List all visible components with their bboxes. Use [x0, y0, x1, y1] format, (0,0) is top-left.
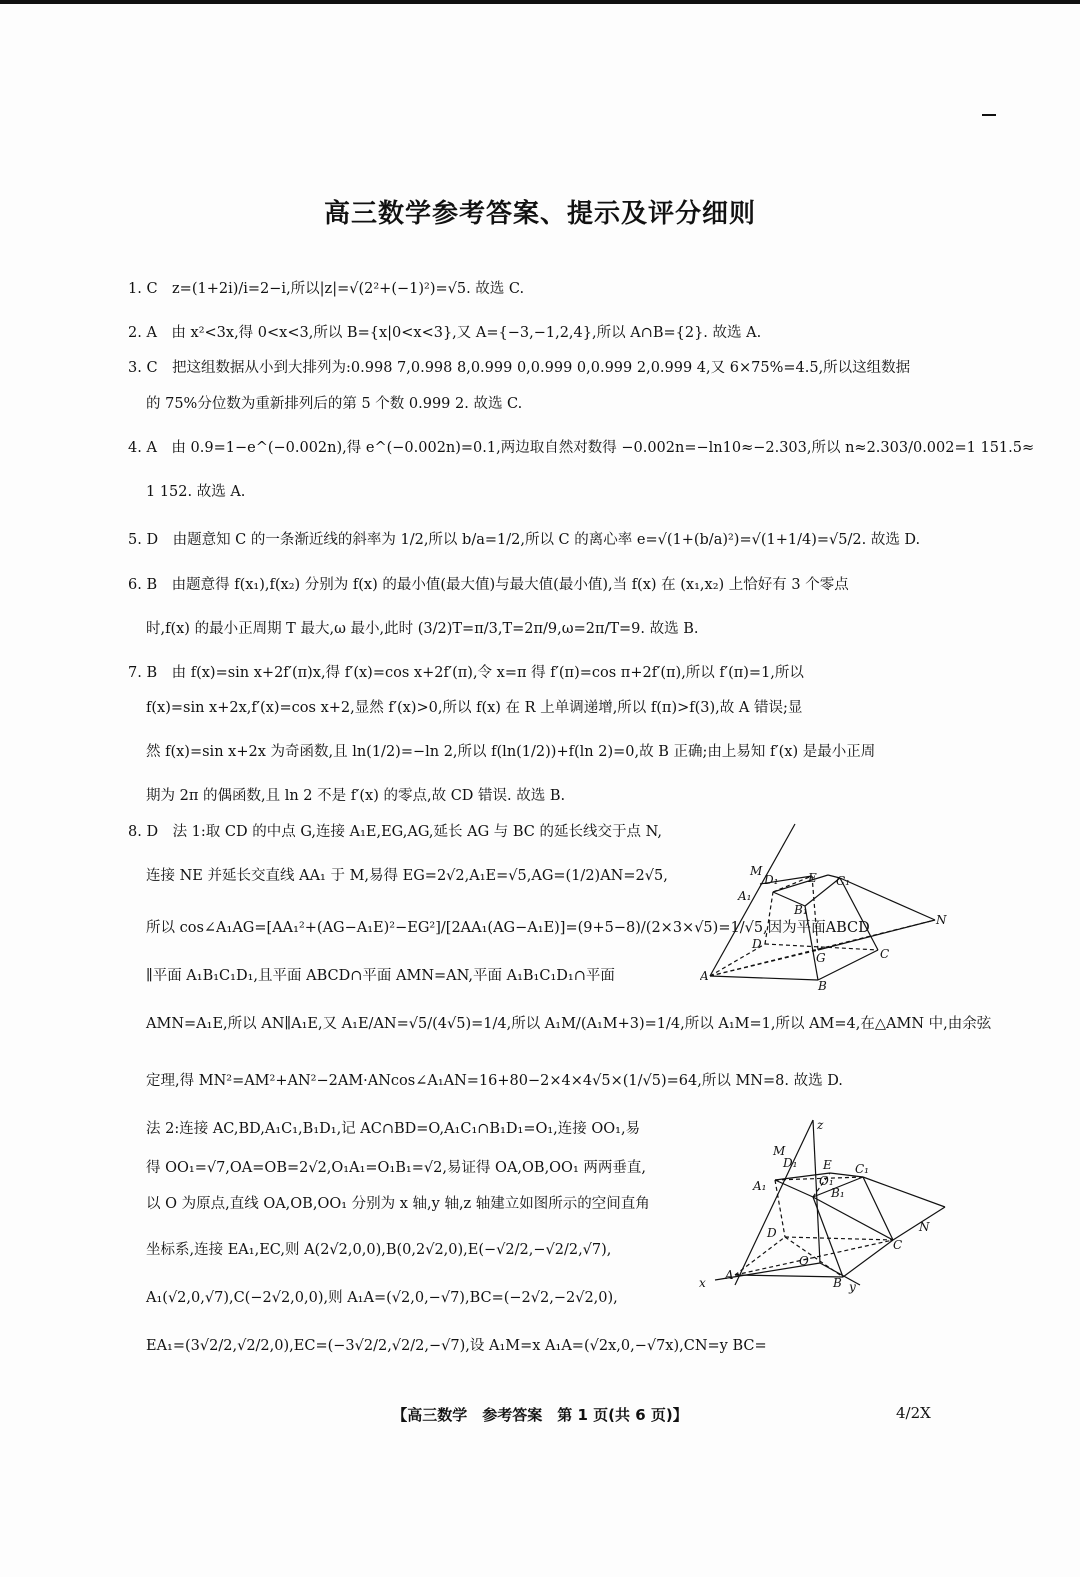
answer-line: 1. C z=(1+2i)/i=2−i,所以|z|=√(2²+(−1)²)=√5. 故选 C.: [128, 281, 525, 297]
figure-label: O: [799, 1254, 809, 1268]
answer-line: AMN=A₁E,所以 AN∥A₁E,又 A₁E/AN=√5/(4√5)=1/4,所以 A₁M/(A₁M+3)=1/4,所以 A₁M=1,所以 AM=4,在△AMN 中,由余弦: [146, 1016, 992, 1032]
figure-label: N: [919, 1220, 930, 1234]
answer-line: 以 O 为原点,直线 OA,OB,OO₁ 分别为 x 轴,y 轴,z 轴建立如图所示的空间直角: [146, 1196, 650, 1212]
answer-line: 1 152. 故选 A.: [146, 484, 246, 500]
figure-label: C: [893, 1238, 903, 1252]
figure-label: A₁: [738, 889, 752, 903]
answer-line: f(x)=sin x+2x,f′(x)=cos x+2,显然 f′(x)>0,所以 f(x) 在 R 上单调递增,所以 f(π)>f(3),故 A 错误;显: [146, 700, 803, 716]
figure-label: A: [725, 1268, 734, 1282]
answer-line: 法 2:连接 AC,BD,A₁C₁,B₁D₁,记 AC∩BD=O,A₁C₁∩B₁D₁=O₁,连接 OO₁,易: [146, 1121, 641, 1137]
page-title: 高三数学参考答案、提示及评分细则: [323, 199, 756, 229]
answer-line: 7. B 由 f(x)=sin x+2f′(π)x,得 f′(x)=cos x+2f′(π),令 x=π 得 f′(π)=cos π+2f′(π),所以 f′(π)=1,所以: [128, 665, 804, 681]
figure-label: x: [699, 1276, 706, 1290]
corner-mark: [982, 114, 996, 116]
figure-label: G: [816, 951, 826, 965]
top-border: [0, 0, 1080, 4]
answer-line: 得 OO₁=√7,OA=OB=2√2,O₁A₁=O₁B₁=√2,易证得 OA,OB,OO₁ 两两垂直,: [146, 1160, 646, 1176]
figure-label: N: [936, 913, 947, 927]
figure-label: E: [823, 1158, 832, 1172]
figure-label: M: [750, 864, 763, 878]
answer-line: EA₁=(3√2/2,√2/2,0),EC=(−3√2/2,√2/2,−√7),设 A₁M=x A₁A=(√2x,0,−√7x),CN=y BC=: [146, 1338, 767, 1354]
figure-label: E: [808, 871, 817, 885]
answer-line: 的 75%分位数为重新排列后的第 5 个数 0.999 2. 故选 C.: [146, 396, 523, 412]
figure-label: D₁: [783, 1156, 798, 1170]
figure-label: y: [849, 1280, 856, 1294]
figure-label: D: [752, 937, 762, 951]
figure-label: D: [767, 1226, 777, 1240]
geometry-figure-1: [700, 822, 960, 992]
figure-label: A: [700, 969, 709, 983]
figure-label: C₁: [855, 1162, 869, 1176]
answer-line: 定理,得 MN²=AM²+AN²−2AM·ANcos∠A₁AN=16+80−2×4×4√5×(1/√5)=64,所以 MN=8. 故选 D.: [146, 1073, 843, 1089]
figure-label: C: [880, 947, 890, 961]
answer-line: 3. C 把这组数据从小到大排列为:0.998 7,0.998 8,0.999 0,0.999 0,0.999 2,0.999 4,又 6×75%=4.5,所以这组数据: [128, 360, 911, 376]
page-code: 4/2X: [896, 1404, 931, 1422]
answer-line: ∥平面 A₁B₁C₁D₁,且平面 ABCD∩平面 AMN=AN,平面 A₁B₁C₁D₁∩平面: [146, 968, 615, 984]
answer-line: 连接 NE 并延长交直线 AA₁ 于 M,易得 EG=2√2,A₁E=√5,AG=(1/2)AN=2√5,: [146, 868, 668, 884]
figure-label: M: [773, 1144, 786, 1158]
figure-label: C₁: [836, 874, 850, 888]
page-footer: 【高三数学 参考答案 第 1 页(共 6 页)】: [392, 1406, 688, 1424]
answer-line: 时,f(x) 的最小正周期 T 最大,ω 最小,此时 (3/2)T=π/3,T=2π/9,ω=2π/T=9. 故选 B.: [146, 621, 699, 637]
figure-label: z: [817, 1118, 824, 1132]
answer-line: 8. D 法 1:取 CD 的中点 G,连接 A₁E,EG,AG,延长 AG 与 BC 的延长线交于点 N,: [128, 824, 662, 840]
geometry-figure-2: [695, 1115, 955, 1295]
figure-label: B: [833, 1276, 842, 1290]
figure-label: A₁: [753, 1179, 767, 1193]
answer-line: 然 f(x)=sin x+2x 为奇函数,且 ln(1/2)=−ln 2,所以 f(ln(1/2))+f(ln 2)=0,故 B 正确;由上易知 f′(x) 是最小正周: [146, 744, 876, 760]
figure-label: D₁: [764, 873, 779, 887]
answer-line: 坐标系,连接 EA₁,EC,则 A(2√2,0,0),B(0,2√2,0),E(−√2/2,−√2/2,√7),: [146, 1242, 612, 1258]
answer-line: 2. A 由 x²<3x,得 0<x<3,所以 B={x|0<x<3},又 A={−3,−1,2,4},所以 A∩B={2}. 故选 A.: [128, 325, 762, 341]
answer-line: 所以 cos∠A₁AG=[AA₁²+(AG−A₁E)²−EG²]/[2AA₁(AG−A₁E)]=(9+5−8)/(2×3×√5)=1/√5,因为平面ABCD: [146, 920, 870, 936]
figure-label: B₁: [831, 1186, 845, 1200]
figure-label: B: [818, 979, 827, 992]
answer-line: A₁(√2,0,√7),C(−2√2,0,0),则 A₁A=(√2,0,−√7),BC=(−2√2,−2√2,0),: [146, 1290, 618, 1306]
answer-line: 4. A 由 0.9=1−e^(−0.002n),得 e^(−0.002n)=0.1,两边取自然对数得 −0.002n=−ln10≈−2.303,所以 n≈2.303/0.002=1 151.5≈: [128, 440, 1035, 456]
answer-line: 期为 2π 的偶函数,且 ln 2 不是 f′(x) 的零点,故 CD 错误. 故选 B.: [146, 788, 566, 804]
figure-label: O₁: [819, 1174, 834, 1188]
answer-line: 6. B 由题意得 f(x₁),f(x₂) 分别为 f(x) 的最小值(最大值)与最大值(最小值),当 f(x) 在 (x₁,x₂) 上恰好有 3 个零点: [128, 577, 849, 593]
answer-line: 5. D 由题意知 C 的一条渐近线的斜率为 1/2,所以 b/a=1/2,所以 C 的离心率 e=√(1+(b/a)²)=√(1+1/4)=√5/2. 故选 D.: [128, 532, 921, 548]
figure-label: B₁: [794, 903, 808, 917]
